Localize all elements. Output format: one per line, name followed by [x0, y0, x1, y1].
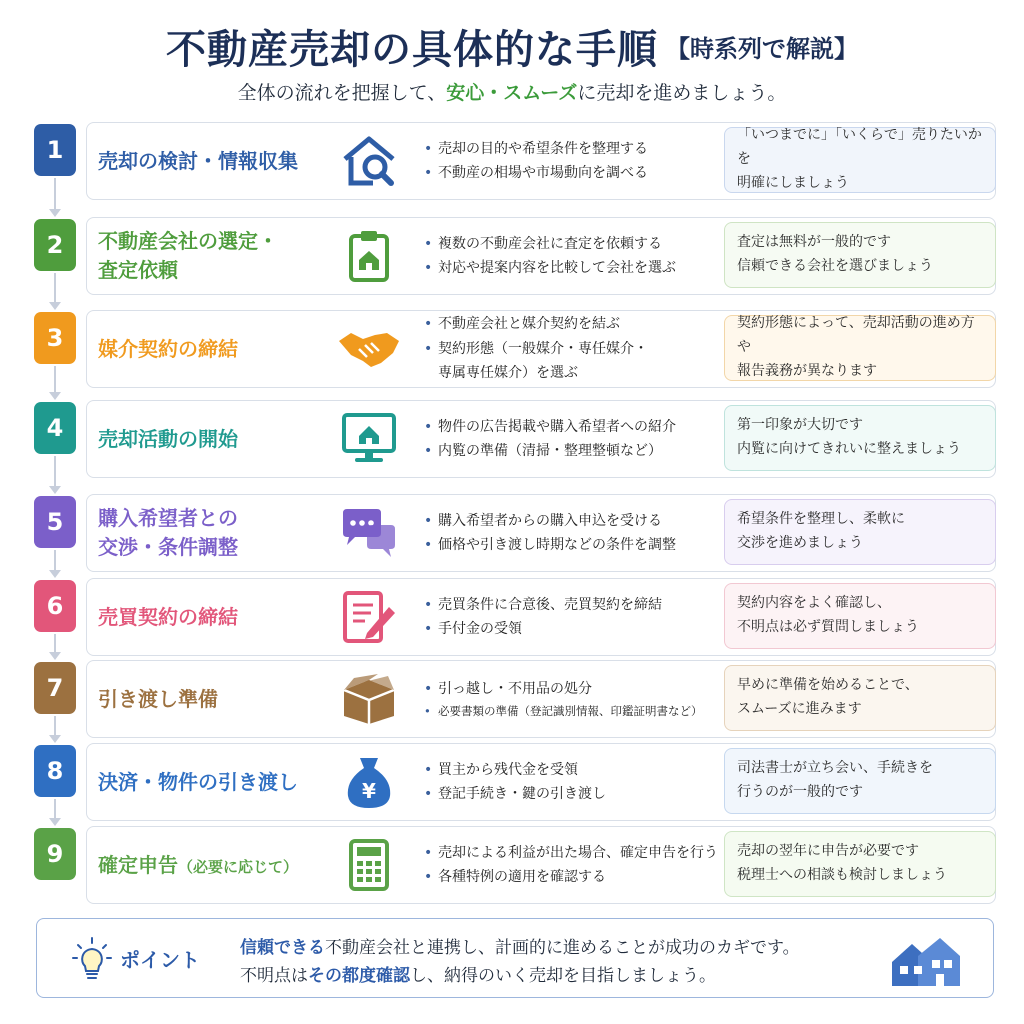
step-tip-line: 税理士への相談も検討しましょう: [737, 867, 947, 883]
step-tip-line: 司法書士が立ち会い、手続きを: [737, 760, 933, 777]
step-connector: [54, 178, 56, 213]
step-tip-line: 内覧に向けてきれいに整えましょう: [737, 441, 961, 457]
subtitle-highlight: 安心・スムーズ: [446, 82, 578, 104]
step-tip: [724, 405, 996, 471]
step-tip-line: 売却の翌年に申告が必要です: [737, 843, 919, 860]
step-tip: [724, 831, 996, 897]
step-tip-line: 行うのが一般的です: [737, 784, 863, 800]
step-bullets: [424, 660, 722, 738]
step-tip-line: 査定は無料が一般的です: [737, 234, 891, 251]
step-title-line-1: 購入希望者との: [98, 506, 238, 530]
step-number-badge: 1: [34, 124, 76, 176]
step-bullet: • 契約形態（一般媒介・専任媒介・: [424, 337, 722, 362]
step-number-badge: 2: [34, 219, 76, 271]
step-bullet: • 必要書類の準備（登記識別情報、印鑑証明書など）: [424, 701, 722, 721]
subtitle-before: 全体の流れを把握して、: [237, 82, 447, 104]
step-bullet: • 登記手続き・鍵の引き渡し: [424, 782, 722, 807]
step-title-line-1: 売買契約の締結: [98, 604, 238, 629]
step-tip-line: 希望条件を整理し、柔軟に: [737, 511, 905, 528]
step-arrow: [49, 570, 61, 578]
step-bullets: [424, 217, 722, 295]
point-line-1-highlight: 信頼できる: [240, 938, 325, 958]
clipboard-house-icon: [334, 226, 404, 286]
step-number-badge: 9: [34, 828, 76, 880]
svg-text:¥: ¥: [362, 779, 376, 803]
step-tip: [724, 499, 996, 565]
step-number-badge: 5: [34, 496, 76, 548]
step-row: [0, 400, 1024, 478]
step-number-badge: 8: [34, 745, 76, 797]
step-arrow: [49, 302, 61, 310]
house-search-icon: [334, 131, 404, 191]
step-bullet: • 売却による利益が出た場合、確定申告を行う: [424, 841, 722, 866]
point-label: ポイント: [120, 948, 200, 972]
step-row: [0, 660, 1024, 738]
page-subtitle: [0, 78, 1024, 105]
step-row: [0, 826, 1024, 904]
step-bullet: • 内覧の準備（清掃・整理整頓など）: [424, 439, 722, 464]
step-arrow: [49, 209, 61, 217]
step-number-badge: 6: [34, 580, 76, 632]
step-connector: [54, 456, 56, 490]
point-text: [240, 934, 800, 990]
step-bullet: • 各種特例の適用を確認する: [424, 865, 722, 890]
step-title-line-1: 売却活動の開始: [98, 426, 238, 451]
step-bullets: [424, 826, 722, 904]
step-bullet: • 価格や引き渡し時期などの条件を調整: [424, 533, 722, 558]
step-row: [0, 122, 1024, 200]
step-bullet: • 売却の目的や希望条件を整理する: [424, 137, 722, 162]
step-bullet: 専属専任媒介）を選ぶ: [438, 365, 578, 382]
step-tip: [724, 315, 996, 381]
page-header: [0, 18, 1024, 75]
step-tip-line: 契約内容をよく確認し、: [737, 595, 891, 612]
step-title: [98, 578, 334, 656]
step-bullets: [424, 400, 722, 478]
chat-bubbles-icon: [334, 503, 404, 563]
step-title-line-1: 売却の検討・情報収集: [98, 148, 298, 173]
step-row: [0, 310, 1024, 388]
step-number-badge: 7: [34, 662, 76, 714]
step-tip-line: 信頼できる会社を選びましょう: [737, 258, 933, 274]
step-title: [98, 494, 334, 572]
step-title: [98, 826, 334, 904]
subtitle-after: に売却を進めましょう。: [577, 82, 787, 104]
point-line-1: [240, 934, 800, 962]
point-line-2-before: 不明点は: [240, 966, 308, 987]
lightbulb-icon: [72, 936, 112, 982]
step-tip: [724, 583, 996, 649]
step-title: [98, 743, 334, 821]
step-bullet: • 不動産会社と媒介契約を結ぶ: [424, 312, 722, 337]
step-tip-line: スムーズに進みます: [737, 701, 862, 717]
box-icon: [334, 669, 404, 729]
step-tip-line: 明確にしましょう: [737, 174, 849, 191]
step-number-badge: 4: [34, 402, 76, 454]
step-arrow: [49, 486, 61, 494]
step-bullet: • 対応や提案内容を比較して会社を選ぶ: [424, 256, 722, 281]
contract-pen-icon: [334, 587, 404, 647]
step-title: [98, 660, 334, 738]
step-arrow: [49, 818, 61, 826]
step-tip: [724, 665, 996, 731]
step-bullet: • 手付金の受領: [424, 617, 722, 642]
step-tip-line: 報告義務が異なります: [737, 362, 877, 379]
page-title-suffix: 【時系列で解説】: [666, 35, 858, 63]
step-bullet: • 売買条件に合意後、売買契約を締結: [424, 593, 722, 618]
step-bullets: [424, 578, 722, 656]
step-tip-line: 不明点は必ず質問しましょう: [737, 619, 919, 635]
page-title: 不動産売却の具体的な手順: [166, 27, 658, 73]
step-bullets: [424, 494, 722, 572]
step-tip-line: 「いつまでに」「いくらで」売りたいかを: [737, 127, 982, 168]
step-row: [0, 217, 1024, 295]
step-title-line-2: 査定依頼: [98, 258, 178, 282]
step-tip: [724, 748, 996, 814]
step-tip: [724, 222, 996, 288]
step-bullets: [424, 122, 722, 200]
calculator-icon: [334, 835, 404, 895]
step-row: [0, 494, 1024, 572]
step-bullet: • 不動産の相場や市場動向を調べる: [424, 161, 722, 186]
step-row: [0, 743, 1024, 821]
houses-icon: [888, 934, 962, 988]
step-bullet: • 買主から残代金を受領: [424, 758, 722, 783]
step-tip-line: 契約形態によって、売却活動の進め方や: [737, 315, 975, 356]
step-bullets: [424, 310, 722, 388]
point-line-2-highlight: その都度確認: [308, 966, 410, 987]
step-title: [98, 310, 334, 388]
step-title-line-2: 交渉・条件調整: [98, 535, 238, 559]
step-bullet: • 引っ越し・不用品の処分: [424, 677, 722, 702]
step-arrow: [49, 735, 61, 743]
step-bullet: • 購入希望者からの購入申込を受ける: [424, 509, 722, 534]
step-arrow: [49, 652, 61, 660]
step-title-line-1: 不動産会社の選定・: [98, 229, 278, 253]
step-title: [98, 217, 334, 295]
step-bullets: [424, 743, 722, 821]
step-title: [98, 400, 334, 478]
handshake-icon: [334, 319, 404, 379]
step-bullet: • 複数の不動産会社に査定を依頼する: [424, 232, 722, 257]
point-line-2-after: し、納得のいく売却を目指しましょう。: [410, 966, 716, 987]
point-line-2: [240, 962, 800, 990]
step-title-line-1: 確定申告: [98, 852, 178, 877]
point-line-1-rest: 不動産会社と連携し、計画的に進めることが成功のカギです。: [325, 938, 800, 958]
step-title-line-1: 決済・物件の引き渡し: [98, 769, 298, 794]
step-tip: [724, 127, 996, 193]
step-number-badge: 3: [34, 312, 76, 364]
step-row: [0, 578, 1024, 656]
step-arrow: [49, 392, 61, 400]
monitor-house-icon: [334, 409, 404, 469]
step-tip-line: 第一印象が大切です: [737, 417, 863, 434]
step-title: [98, 122, 334, 200]
step-title-line-1: 引き渡し準備: [98, 686, 218, 711]
step-title-line-1: 媒介契約の締結: [98, 336, 238, 361]
step-bullet: • 物件の広告掲載や購入希望者への紹介: [424, 415, 722, 440]
money-bag-yen-icon: [334, 752, 404, 812]
step-title-note: （必要に応じて）: [178, 857, 299, 876]
step-tip-line: 早めに準備を始めることで、: [737, 677, 919, 694]
step-tip-line: 交渉を進めましょう: [737, 535, 863, 551]
